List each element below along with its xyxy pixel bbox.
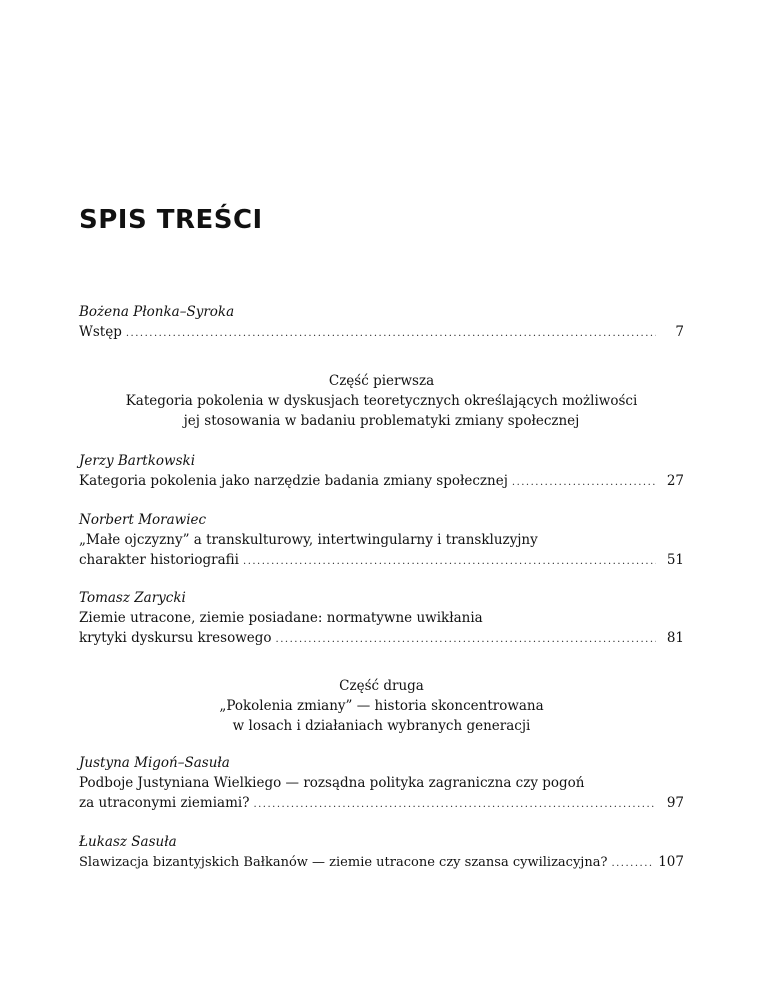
entry-title-line <box>79 773 684 793</box>
entry-title: krytyki dyskursu kresowego <box>79 630 272 646</box>
page-number: 51 <box>666 552 684 568</box>
toc-entry <box>79 832 684 874</box>
page-title: SPIS TREŚCI <box>79 205 263 235</box>
leader-dots <box>512 473 656 493</box>
page-number: 7 <box>675 324 684 340</box>
entry-author: Justyna Migoń–Sasuła <box>79 755 230 771</box>
leader-dots <box>276 630 656 650</box>
leader-dots <box>243 552 656 572</box>
entry-title: Ziemie utracone, ziemie posiadane: normatywne uwikłania <box>79 610 483 626</box>
entry-title: charakter historiografii <box>79 552 240 568</box>
page-number: 107 <box>658 854 684 870</box>
entry-line <box>79 322 684 344</box>
entry-title-line <box>79 530 684 550</box>
part-heading-1 <box>79 371 684 431</box>
entry-author: Bożena Płonka–Syroka <box>79 304 235 320</box>
toc-entry <box>79 753 684 815</box>
toc-entry <box>79 451 684 493</box>
entry-title-line <box>79 608 684 628</box>
entry-line <box>79 628 684 650</box>
toc-entry <box>79 588 684 650</box>
page-number: 97 <box>666 795 684 811</box>
toc-entry-intro <box>79 302 684 344</box>
entry-author: Jerzy Bartkowski <box>79 453 196 469</box>
entry-line <box>79 471 684 493</box>
part-title-line: Kategoria pokolenia w dyskusjach teoretycznych określających możliwości <box>125 393 638 409</box>
part-title-line: „Pokolenia zmiany” — historia skoncentrowana <box>219 698 544 714</box>
part-label: Część druga <box>339 678 424 694</box>
entry-title: Wstęp <box>79 324 122 340</box>
part-title-line: jej stosowania w badaniu problematyki zmiany społecznej <box>183 413 580 429</box>
entry-title: Podboje Justyniana Wielkiego — rozsądna polityka zagraniczna czy pogoń <box>79 775 585 791</box>
part-title-line: w losach i działaniach wybranych generacji <box>232 718 531 734</box>
entry-author: Tomasz Zarycki <box>79 590 186 606</box>
entry-line <box>79 550 684 572</box>
entry-author: Łukasz Sasuła <box>79 834 177 850</box>
leader-dots <box>611 854 652 874</box>
page-number: 81 <box>666 630 684 646</box>
entry-author: Norbert Morawiec <box>79 512 207 528</box>
part-heading-2 <box>79 676 684 736</box>
entry-line <box>79 793 684 815</box>
entry-title: za utraconymi ziemiami? <box>79 795 250 811</box>
entry-title: Slawizacja bizantyjskich Bałkanów — ziemie utracone czy szansa cywilizacyjna? <box>79 855 608 870</box>
entry-line <box>79 852 684 874</box>
toc-entry <box>79 510 684 572</box>
entry-title: Kategoria pokolenia jako narzędzie badania zmiany społecznej <box>79 473 508 489</box>
page-number: 27 <box>666 473 684 489</box>
entry-title: „Małe ojczyzny” a transkulturowy, intertwingularny i transkluzyjny <box>79 532 538 548</box>
leader-dots <box>126 324 656 344</box>
part-label: Część pierwsza <box>328 373 435 389</box>
leader-dots <box>253 795 656 815</box>
